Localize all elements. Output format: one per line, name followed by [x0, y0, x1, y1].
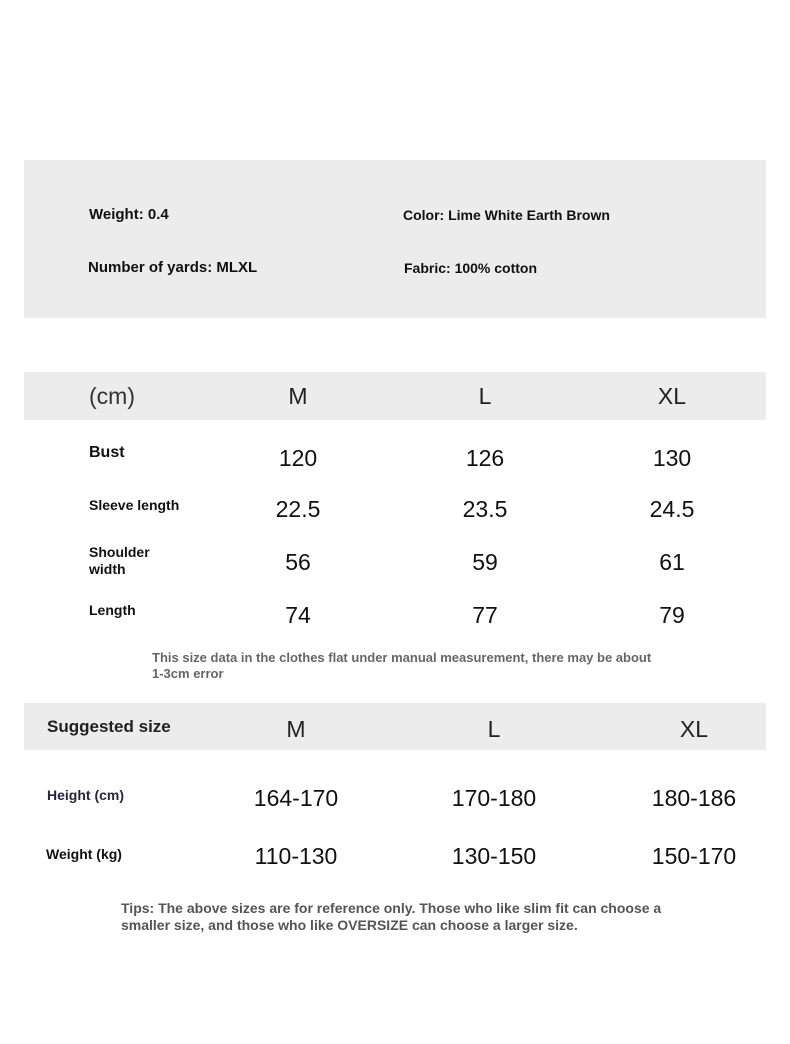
length-m: 74	[285, 602, 311, 628]
size-unit-label: (cm)	[89, 383, 135, 409]
color-info: Color: Lime White Earth Brown	[403, 207, 610, 223]
sleeve-l: 23.5	[462, 496, 508, 522]
fabric-info: Fabric: 100% cotton	[404, 260, 538, 276]
size-header-m: M	[288, 383, 308, 409]
measurement-note: This size data in the clothes flat under manual measurement, there may be about 1-3cm error	[152, 650, 652, 681]
row-label-height: Height (cm)	[47, 787, 124, 803]
suggest-header-xl: XL	[679, 716, 709, 742]
size-table-header	[24, 372, 766, 420]
row-label-bust: Bust	[89, 444, 125, 461]
row-label-sleeve: Sleeve length	[89, 497, 180, 513]
size-tips: Tips: The above sizes are for reference only. Those who like slim fit can choose a smaller size, and those who like OVERSIZE can choose a larger size.	[121, 900, 662, 933]
shoulder-m: 56	[285, 549, 311, 575]
sleeve-m: 22.5	[275, 496, 321, 522]
weight-info: Weight: 0.4	[89, 206, 169, 223]
row-label-shoulder: Shoulder width	[89, 544, 150, 577]
size-header-l: L	[478, 383, 492, 409]
height-l: 170-180	[451, 785, 537, 811]
weight-l: 130-150	[451, 843, 537, 869]
shoulder-l: 59	[472, 549, 498, 575]
yards-info: Number of yards: MLXL	[88, 259, 258, 276]
bust-l: 126	[465, 445, 505, 471]
row-label-length: Length	[89, 602, 136, 618]
product-info-panel	[24, 160, 766, 318]
size-header-xl: XL	[657, 383, 687, 409]
suggest-header-l: L	[487, 716, 501, 742]
length-xl: 79	[659, 602, 685, 628]
sleeve-xl: 24.5	[649, 496, 695, 522]
suggest-header-label: Suggested size	[47, 717, 171, 736]
suggest-header-m: M	[286, 716, 306, 742]
shoulder-xl: 61	[659, 549, 685, 575]
bust-m: 120	[278, 445, 318, 471]
bust-xl: 130	[652, 445, 692, 471]
row-label-weight: Weight (kg)	[46, 846, 122, 862]
length-l: 77	[472, 602, 498, 628]
weight-xl: 150-170	[651, 843, 737, 869]
height-xl: 180-186	[651, 785, 737, 811]
height-m: 164-170	[253, 785, 339, 811]
weight-m: 110-130	[254, 843, 338, 869]
